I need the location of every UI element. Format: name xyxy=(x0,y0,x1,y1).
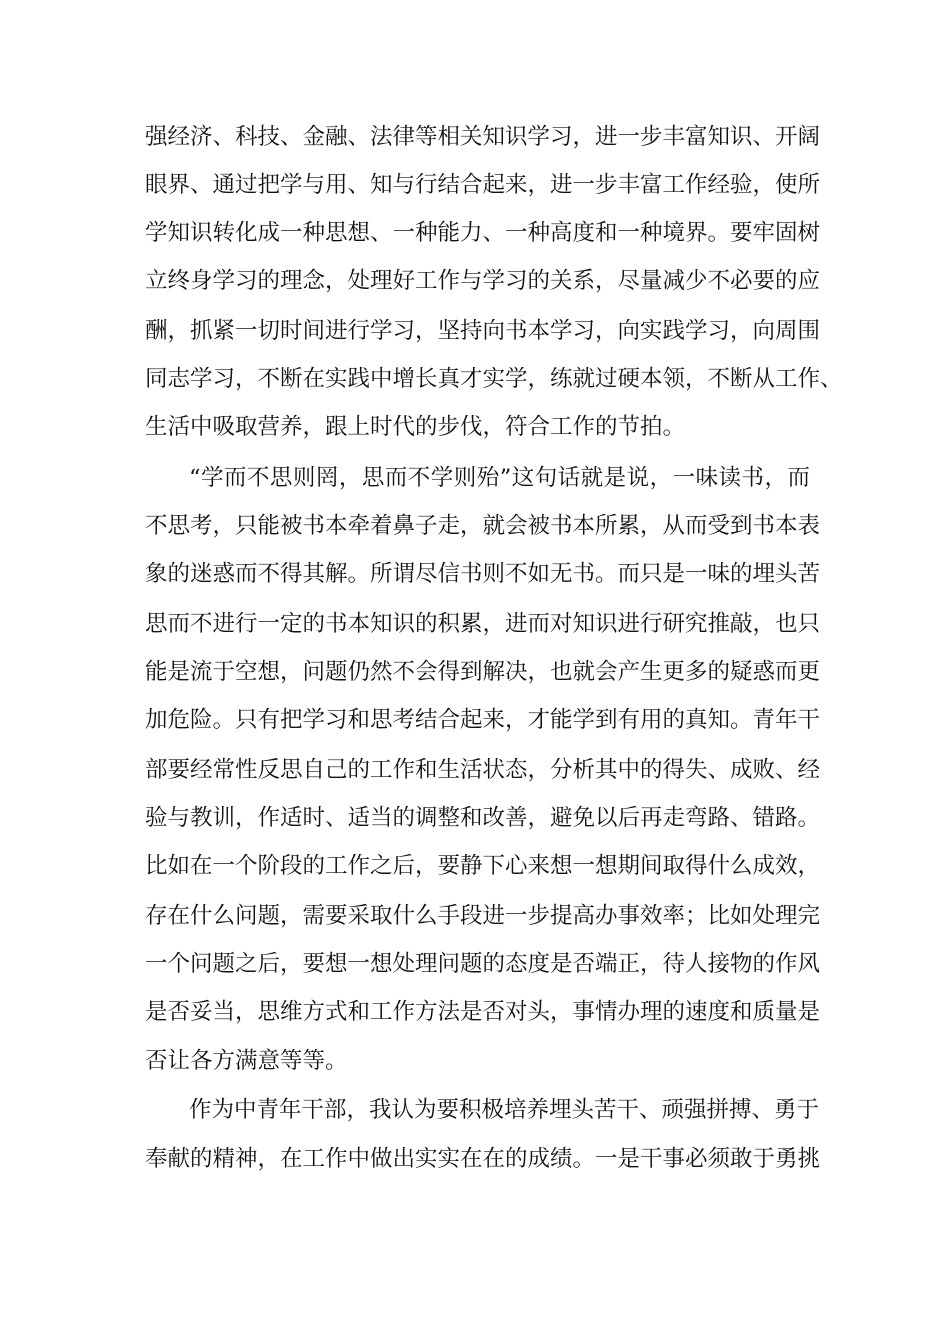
paragraph-2-line-11: 一个问题之后，要想一想处理问题的态度是否端正，待人接物的作风 xyxy=(145,951,821,977)
paragraph-1-line-6: 同志学习，不断在实践中增长真才实学，练就过硬本领，不断从工作、 xyxy=(145,366,843,392)
paragraph-2-line-6: 加危险。只有把学习和思考结合起来，才能学到有用的真知。青年干 xyxy=(145,707,821,733)
paragraph-2-line-5: 能是流于空想，问题仍然不会得到解决，也就会产生更多的疑惑而更 xyxy=(145,659,821,685)
paragraph-2-line-10: 存在什么问题，需要采取什么手段进一步提高办事效率；比如处理完 xyxy=(145,903,821,929)
paragraph-1-line-5: 酬，抓紧一切时间进行学习，坚持向书本学习，向实践学习，向周围 xyxy=(145,318,821,344)
paragraph-2-line-1: “学而不思则罔，思而不学则殆”这句话就是说，一味读书，而 xyxy=(189,465,810,491)
paragraph-1-line-1: 强经济、科技、金融、法律等相关知识学习，进一步丰富知识、开阔 xyxy=(145,124,821,150)
paragraph-2-line-8: 验与教训，作适时、适当的调整和改善，避免以后再走弯路、错路。 xyxy=(145,805,821,831)
paragraph-2-line-13: 否让各方满意等等。 xyxy=(145,1048,348,1074)
paragraph-2-line-3: 象的迷惑而不得其解。所谓尽信书则不如无书。而只是一味的埋头苦 xyxy=(145,561,821,587)
paragraph-1-line-2: 眼界、通过把学与用、知与行结合起来，进一步丰富工作经验，使所 xyxy=(145,172,821,198)
paragraph-2-line-12: 是否妥当，思维方式和工作方法是否对头，事情办理的速度和质量是 xyxy=(145,999,821,1025)
paragraph-2-line-9: 比如在一个阶段的工作之后，要静下心来想一想期间取得什么成效， xyxy=(145,853,821,879)
paragraph-2-line-7: 部要经常性反思自己的工作和生活状态，分析其中的得失、成败、经 xyxy=(145,757,821,783)
paragraph-1-line-7: 生活中吸取营养，跟上时代的步伐，符合工作的节拍。 xyxy=(145,414,686,440)
paragraph-2-line-2: 不思考，只能被书本牵着鼻子走，就会被书本所累，从而受到书本表 xyxy=(145,513,821,539)
paragraph-1-line-3: 学知识转化成一种思想、一种能力、一种高度和一种境界。要牢固树 xyxy=(145,220,821,246)
paragraph-2-line-4: 思而不进行一定的书本知识的积累，进而对知识进行研究推敲，也只 xyxy=(145,611,821,637)
paragraph-3-line-1: 作为中青年干部，我认为要积极培养埋头苦干、顽强拼搏、勇于 xyxy=(189,1097,820,1123)
paragraph-1-line-4: 立终身学习的理念，处理好工作与学习的关系，尽量减少不必要的应 xyxy=(145,268,821,294)
paragraph-3-line-2: 奉献的精神，在工作中做出实实在在的成绩。一是干事必须敢于勇挑 xyxy=(145,1146,821,1172)
